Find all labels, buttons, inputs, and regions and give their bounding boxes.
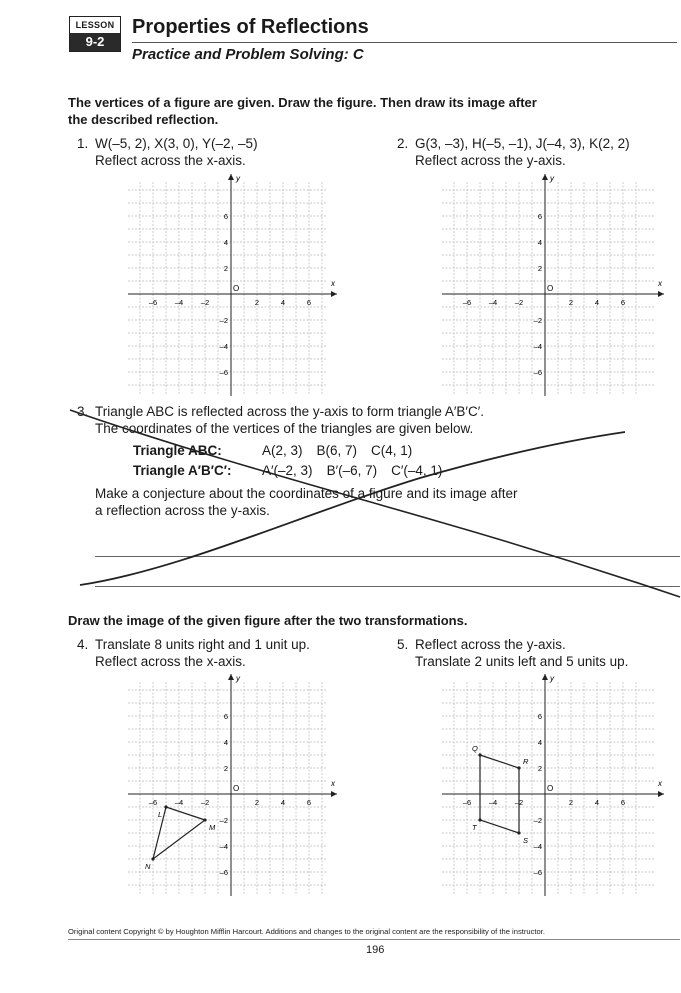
coord-b: B(6, 7) [316,443,358,458]
y-tick-label: –4 [533,342,542,351]
problem-2-line2: Reflect across the y-axis. [415,153,566,168]
problem-4-line1: Translate 8 units right and 1 unit up. [95,637,310,652]
coord-a-prime: A′(–2, 3) [262,463,313,478]
y-tick-label: 6 [537,212,542,221]
problem-4 [77,636,310,670]
problem-4-line2: Reflect across the x-axis. [95,654,246,669]
coord-c: C(4, 1) [371,443,413,458]
vertex-point [164,805,167,808]
x-tick-label: 6 [306,798,312,807]
y-tick-label: –6 [533,368,542,377]
x-axis-label: x [331,779,335,788]
lesson-label: LESSON [75,20,115,30]
vertex-point [517,766,520,769]
y-axis-label: y [236,174,240,183]
vertex-point [478,753,481,756]
y-axis-label: y [550,174,554,183]
y-tick-label: 4 [537,238,542,247]
origin-label: O [547,284,554,293]
x-tick-label: 2 [254,798,260,807]
problem-3-line3: Make a conjecture about the coordinates of a figure and its image after [95,486,518,501]
page-subtitle: Practice and Problem Solving: C [132,46,364,63]
problem-3-number: 3. [77,404,89,419]
x-tick-label: 2 [568,298,574,307]
vertex-label: S [523,836,529,845]
y-tick-label: 2 [223,264,228,273]
y-tick-label: –6 [533,868,542,877]
coord-c-prime: C′(–4, 1) [391,463,443,478]
triangle-abc-prime-label: Triangle A′B′C′: [133,463,232,478]
problem-2-line1: G(3, –3), H(–5, –1), J(–4, 3), K(2, 2) [415,136,630,151]
y-tick-label: –6 [219,368,228,377]
x-tick-label: 2 [254,298,260,307]
vertex-point [478,818,481,821]
problem-5 [397,636,628,670]
y-tick-label: –6 [219,868,228,877]
problem-1-number: 1. [77,136,89,151]
problem-3-line1: Triangle ABC is reflected across the y-axis to form triangle A′B′C′. [95,404,484,419]
problem-3-line2: The coordinates of the vertices of the triangles are given below. [95,421,474,436]
page-number: 196 [366,944,385,956]
y-tick-label: –2 [219,816,228,825]
x-tick-label: –2 [200,798,210,807]
lesson-number: 9-2 [70,33,120,51]
problem-5-line1: Reflect across the y-axis. [415,637,566,652]
x-tick-label: –4 [174,798,184,807]
x-tick-label: 6 [620,298,626,307]
origin-label: O [233,284,240,293]
y-tick-label: 6 [537,712,542,721]
vertex-label: L [158,810,163,819]
coord-b-prime: B′(–6, 7) [326,463,378,478]
x-tick-label: 6 [620,798,626,807]
triangle-abc-label: Triangle ABC: [133,443,222,458]
problem-2-number: 2. [397,136,409,151]
y-tick-label: –4 [219,842,228,851]
x-tick-label: –6 [462,298,472,307]
x-axis-label: x [658,279,662,288]
y-axis-label: y [236,674,240,683]
x-axis-label: x [658,779,662,788]
section1-instructions: The vertices of a figure are given. Draw the figure. Then draw its image after the described reflection. [68,95,537,127]
x-tick-label: 4 [280,798,286,807]
y-tick-label: 6 [223,712,228,721]
x-tick-label: –2 [200,298,210,307]
vertex-label: T [472,823,477,832]
y-tick-label: –4 [219,342,228,351]
cross-out-stroke-2 [80,432,625,585]
y-tick-label: 2 [537,264,542,273]
coord-a: A(2, 3) [262,443,303,458]
problem-3-line4: a reflection across the y-axis. [95,503,270,518]
x-axis-arrow [658,791,664,797]
x-tick-label: 4 [280,298,286,307]
x-tick-label: –4 [488,798,498,807]
x-tick-label: 4 [594,298,600,307]
y-axis-arrow [542,674,548,680]
coordinate-grid-4[interactable] [126,672,341,897]
x-tick-label: –6 [148,298,158,307]
origin-label: O [547,784,554,793]
x-tick-label: 2 [568,798,574,807]
x-tick-label: –4 [174,298,184,307]
y-tick-label: 2 [223,764,228,773]
problem-4-number: 4. [77,637,89,652]
problem-1-line2: Reflect across the x-axis. [95,153,246,168]
x-tick-label: 6 [306,298,312,307]
vertex-point [203,818,206,821]
y-tick-label: 6 [223,212,228,221]
x-tick-label: 4 [594,798,600,807]
x-tick-label: –6 [462,798,472,807]
x-tick-label: –2 [514,298,524,307]
vertex-label: R [523,757,529,766]
y-tick-label: 4 [223,238,228,247]
x-tick-label: –6 [148,798,158,807]
y-axis-label: y [550,674,554,683]
vertex-point [151,857,154,860]
problem-5-number: 5. [397,637,409,652]
y-tick-label: 4 [223,738,228,747]
y-tick-label: –2 [533,816,542,825]
y-tick-label: –2 [219,316,228,325]
copyright-notice: Original content Copyright © by Houghton Mifflin Harcourt. Additions and changes to the original content are the responsibility of the instructor. [68,927,545,936]
x-axis-arrow [331,791,337,797]
x-axis-label: x [331,279,335,288]
section2-instructions: Draw the image of the given figure after the two transformations. [68,613,468,628]
x-tick-label: –4 [488,298,498,307]
y-axis-arrow [228,674,234,680]
vertex-label: N [145,862,151,871]
origin-label: O [233,784,240,793]
problem-5-line2: Translate 2 units left and 5 units up. [415,654,629,669]
problem-1-line1: W(–5, 2), X(3, 0), Y(–2, –5) [95,136,258,151]
y-tick-label: 2 [537,764,542,773]
y-tick-label: 4 [537,738,542,747]
x-tick-label: –2 [514,798,524,807]
y-tick-label: –2 [533,316,542,325]
vertex-label: Q [472,744,478,753]
vertex-point [517,831,520,834]
vertex-label: M [209,823,216,832]
footer-divider [68,939,680,940]
page-title: Properties of Reflections [132,16,369,38]
coordinate-grid-5[interactable] [440,672,668,897]
y-tick-label: –4 [533,842,542,851]
